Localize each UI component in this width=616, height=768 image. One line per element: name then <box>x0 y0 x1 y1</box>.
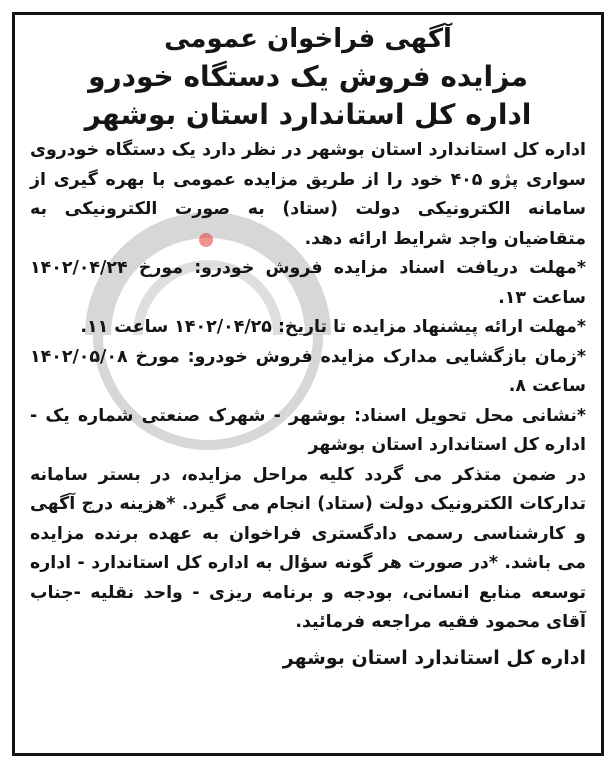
bid-deadline-item: *مهلت ارائه پیشنهاد مزایده تا تاریخ: ۱۴۰۲/۰۴/۲۵ ساعت ۱۱. <box>80 317 586 337</box>
closing-paragraph: در ضمن متذکر می گردد کلیه مراحل مزایده، در بستر سامانه تدارکات الکترونیک دولت (ستاد) انجام می گیرد. *هزینه درج آگهی و کارشناسی رسمی دادگستری فراخوان به عهده برنده مزایده می باشد. *در صورت هر گونه سؤال به اداره کل استاندارد - اداره توسعه منابع انسانی، بودجه و برنامه ریزی - واحد نقلیه -جناب آقای محمود فقیه مراجعه فرمائید. <box>30 464 586 632</box>
notice-subtitle: مزایده فروش یک دستگاه خودرو <box>88 60 528 93</box>
opening-time-item: *زمان بازگشایی مدارک مزایده فروش خودرو: مورخ ۱۴۰۲/۰۵/۰۸ ساعت ۸. <box>30 346 586 396</box>
notice-content <box>30 20 586 674</box>
notice-title: آگهی فراخوان عمومی <box>164 24 452 54</box>
notice-organization: اداره کل استاندارد استان بوشهر <box>84 98 532 131</box>
delivery-address-item: *نشانی محل تحویل اسناد: بوشهر - شهرک صنعتی شماره یک - اداره کل استاندارد استان بوشهر <box>30 405 586 455</box>
documents-deadline-item: *مهلت دریافت اسناد مزایده فروش خودرو: مورخ ۱۴۰۲/۰۴/۲۴ ساعت ۱۳. <box>30 258 586 308</box>
intro-paragraph: اداره کل استاندارد استان بوشهر در نظر دارد یک دستگاه خودروی سواری پژو ۴۰۵ خود را از طریق مزایده عمومی با بهره گیری از سامانه الکترونیکی دولت (ستاد) به صورت الکترونیکی به متقاضیان واجد شرایط ارائه دهد. <box>30 140 586 249</box>
notice-signature: اداره کل استاندارد استان بوشهر <box>282 646 586 669</box>
